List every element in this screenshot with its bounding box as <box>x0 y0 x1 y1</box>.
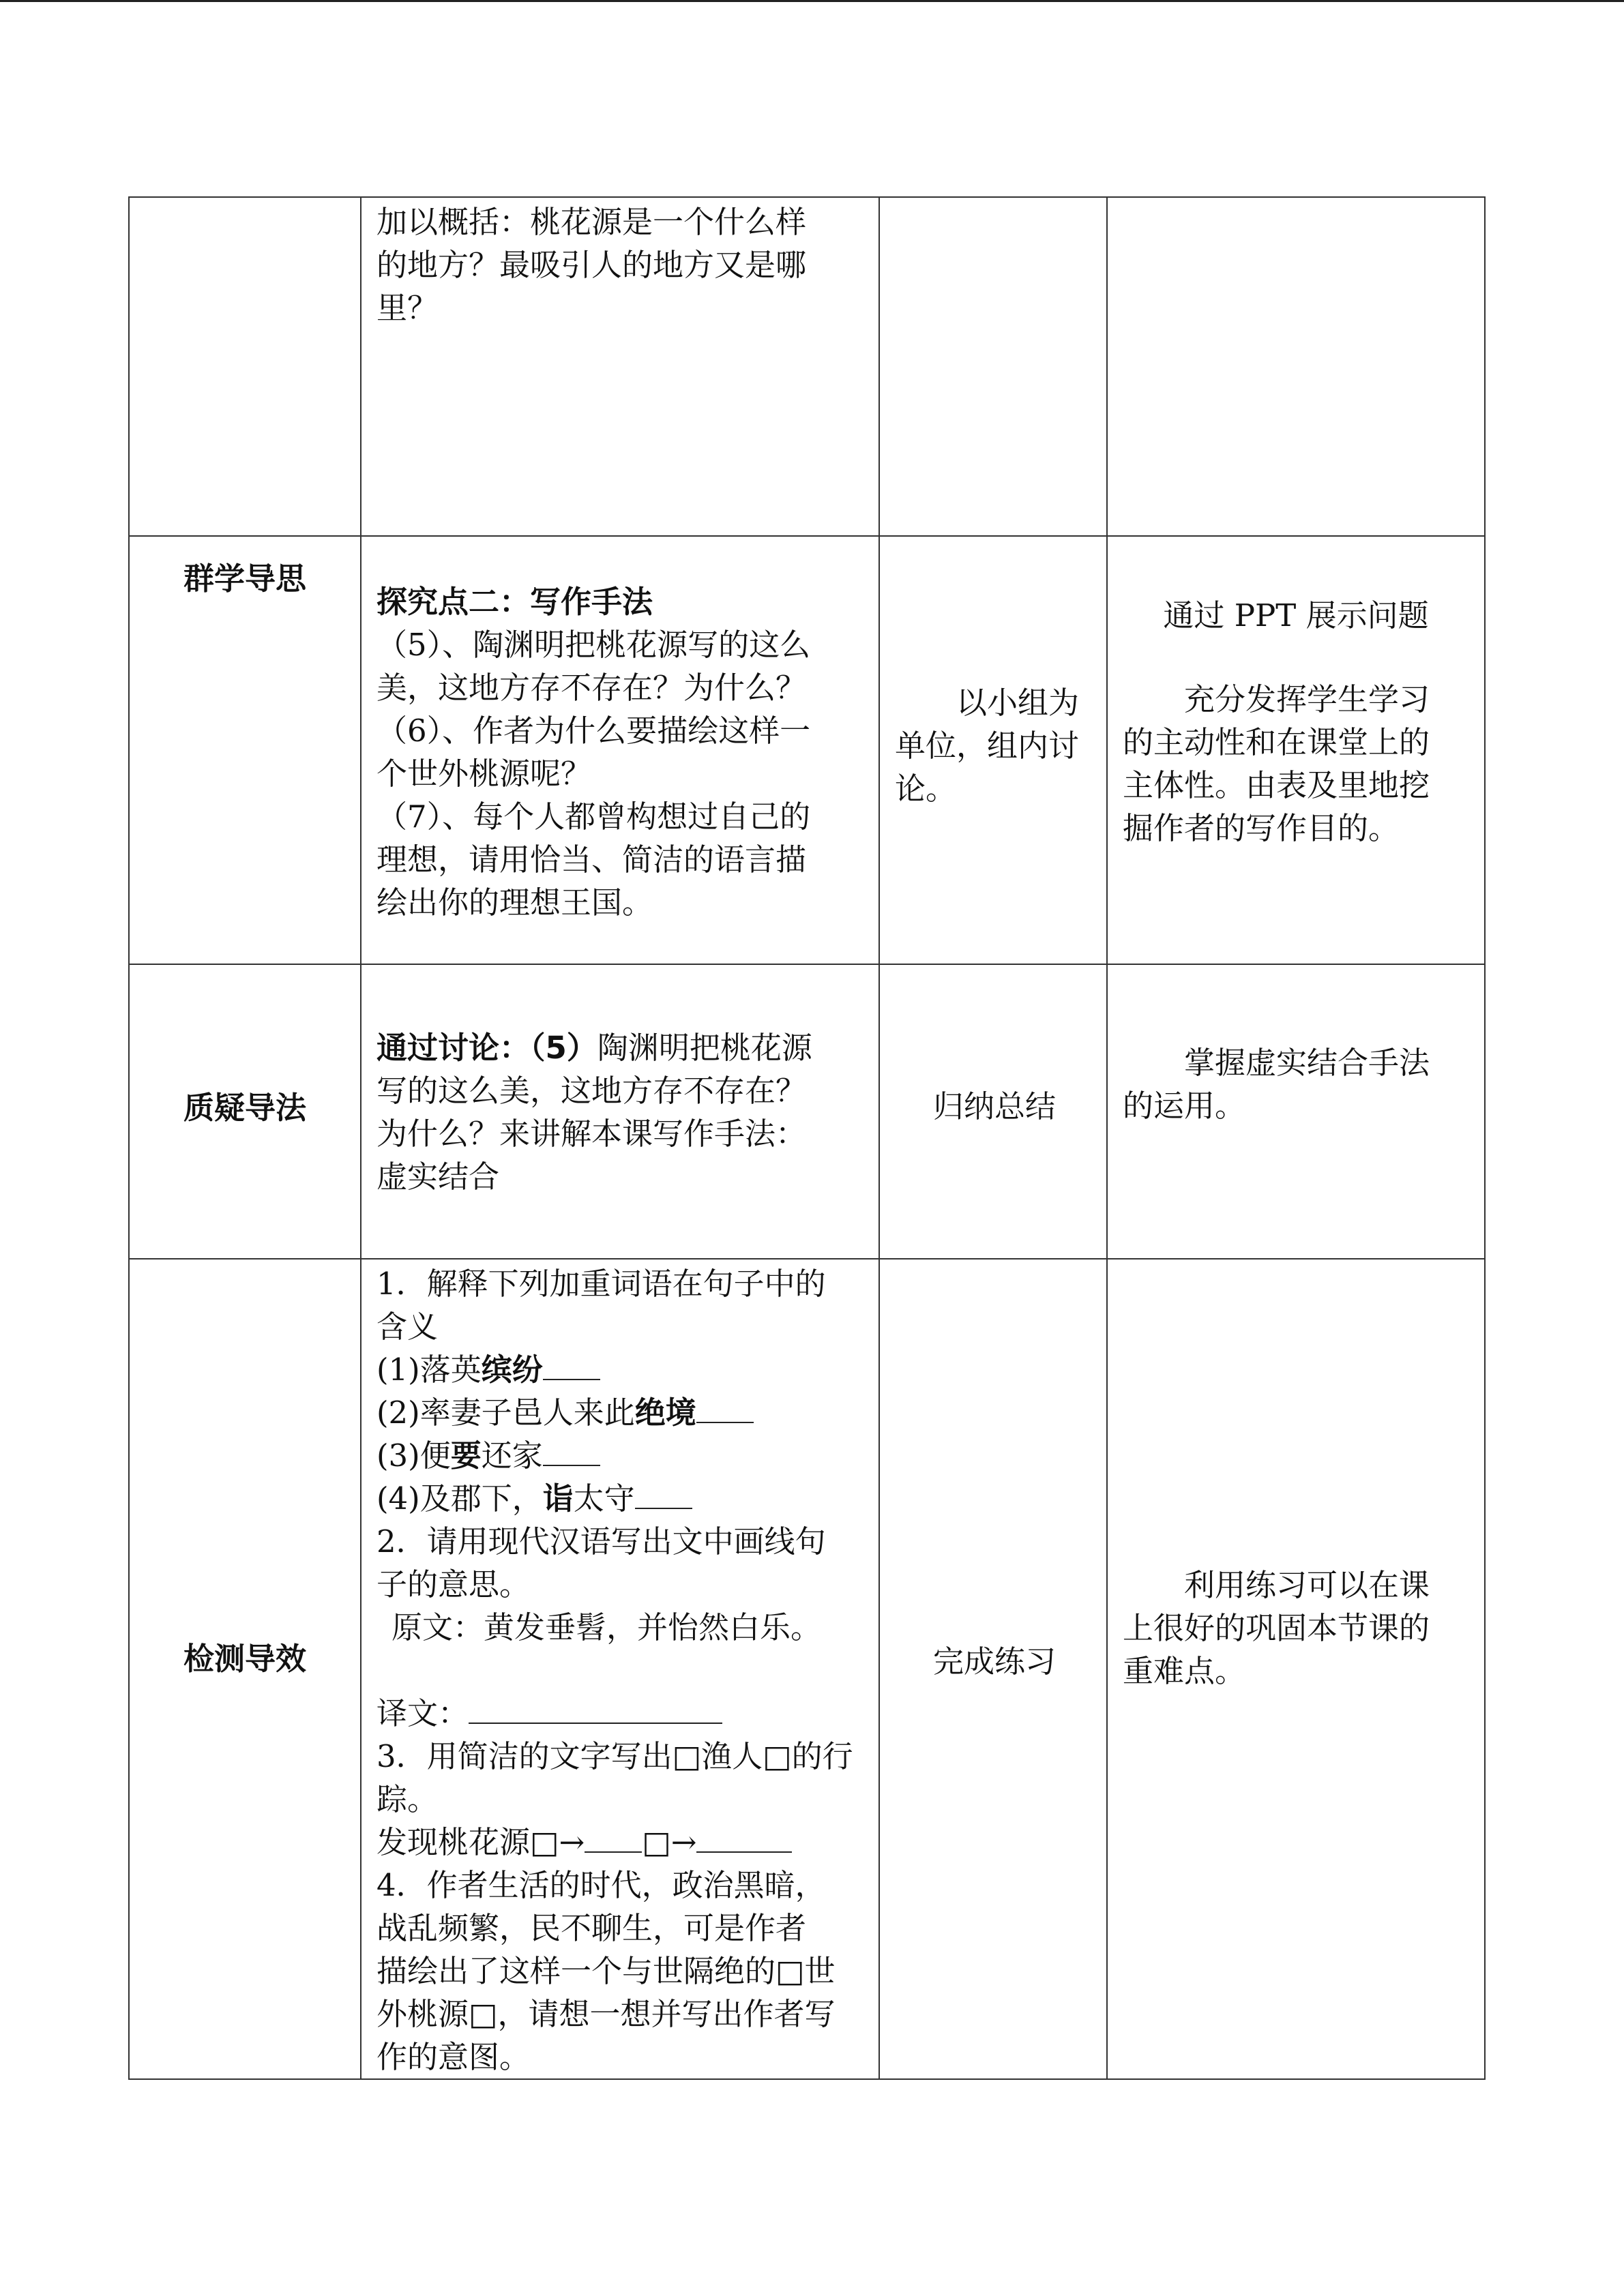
stage-label: 质疑导法 <box>183 1090 306 1126</box>
content-line: （6）、作者为什么要描绘这样一 <box>377 713 811 749</box>
content-line <box>377 1026 866 1069</box>
route-blank[interactable] <box>585 1824 642 1853</box>
content-line: 的地方？最吸引人的地方又是哪 <box>377 247 807 283</box>
content-line: 加以概括：桃花源是一个什么样 <box>377 204 807 240</box>
item-text: 太守 <box>573 1480 635 1517</box>
activity-cell <box>879 1259 1107 2079</box>
question-line: 1．解释下列加重词语在句子中的 <box>377 1266 826 1302</box>
activity-cell <box>879 964 1107 1259</box>
question-line: 2．请用现代汉语写出文中画线句 <box>377 1523 826 1560</box>
question-line: 描绘出了这样一个与世隔绝的□世 <box>377 1953 836 1989</box>
item-text: (1)落英 <box>377 1352 482 1388</box>
stage-cell <box>129 964 361 1259</box>
page-top-border <box>0 0 1624 2</box>
content-cell <box>361 197 879 536</box>
activity-line: 完成练习 <box>932 1643 1056 1680</box>
question-item <box>377 1391 866 1434</box>
content-line: 个世外桃源呢？ <box>377 756 592 792</box>
item-keyword: 诣 <box>542 1480 574 1517</box>
content-cell <box>361 964 879 1259</box>
activity-line: 论。 <box>895 771 957 807</box>
table-row <box>129 536 1485 964</box>
stage-label: 检测导效 <box>183 1641 306 1677</box>
content-cell <box>361 1259 879 2079</box>
content-line: 理想，请用恰当、简洁的语言描 <box>377 841 807 878</box>
question-line: 含义 <box>377 1309 439 1345</box>
answer-blank[interactable] <box>543 1352 600 1380</box>
stage-label: 群学导思 <box>183 561 306 597</box>
translation-line <box>377 1692 866 1735</box>
empty-line <box>377 1649 866 1692</box>
content-line: 绘出你的理想王国。 <box>377 884 653 921</box>
activity-cell <box>879 536 1107 964</box>
content-line: 写的这么美，这地方存不存在？ <box>377 1073 807 1109</box>
translation-blank[interactable] <box>469 1695 722 1724</box>
activity-line: 以小组为 <box>956 685 1080 721</box>
route-start: 发现桃花源□→ <box>377 1824 585 1860</box>
intent-cell <box>1107 197 1485 536</box>
intent-line: 的主动性和在课堂上的 <box>1123 724 1430 760</box>
answer-blank[interactable] <box>543 1437 600 1466</box>
question-line: 作的意图。 <box>377 2039 531 2075</box>
stage-cell <box>129 1259 361 2079</box>
content-line: 美，这地方存不存在？为什么？ <box>377 670 807 706</box>
item-text: 还家 <box>481 1437 543 1474</box>
question-line: 踪。 <box>377 1781 439 1817</box>
intent-cell <box>1107 964 1485 1259</box>
question-item <box>377 1348 866 1391</box>
section-heading: 探究点二：写作手法 <box>377 584 653 620</box>
intent-line: 掌握虚实结合手法 <box>1184 1045 1430 1081</box>
item-keyword: 缤纷 <box>481 1352 543 1388</box>
stage-cell <box>129 536 361 964</box>
table-row <box>129 1259 1485 2079</box>
lead-bold: 通过讨论：（5） <box>377 1030 597 1066</box>
intent-line: 利用练习可以在课 <box>1184 1567 1430 1603</box>
table-row <box>129 964 1485 1259</box>
lead-rest: 陶渊明把桃花源 <box>597 1030 812 1066</box>
intent-line: 主体性。由表及里地挖 <box>1123 767 1430 803</box>
item-text: (4)及郡下， <box>377 1480 543 1517</box>
activity-cell <box>879 197 1107 536</box>
content-line: （7）、每个人都曾构想过自己的 <box>377 799 811 835</box>
question-item <box>377 1477 866 1520</box>
answer-blank[interactable] <box>696 1395 754 1423</box>
intent-line: 的运用。 <box>1123 1088 1246 1124</box>
activity-line: 归纳总结 <box>932 1088 1056 1124</box>
route-line <box>377 1821 866 1864</box>
intent-line: 上很好的巩固本节课的 <box>1123 1610 1430 1646</box>
answer-blank[interactable] <box>635 1480 692 1509</box>
content-cell <box>361 536 879 964</box>
intent-line: 掘作者的写作目的。 <box>1123 810 1400 846</box>
question-line: 外桃源□，请想一想并写出作者写 <box>377 1996 836 2032</box>
content-line: 里？ <box>377 290 439 326</box>
table-row <box>129 197 1485 536</box>
route-blank[interactable] <box>696 1824 792 1853</box>
intent-line: 充分发挥学生学习 <box>1184 681 1430 717</box>
item-text: (3)便 <box>377 1437 451 1474</box>
question-line: 4．作者生活的时代，政治黑暗， <box>377 1867 826 1903</box>
content-line: 为什么？来讲解本课写作手法： <box>377 1116 807 1152</box>
intent-line: 重难点。 <box>1123 1653 1246 1689</box>
intent-cell <box>1107 1259 1485 2079</box>
intent-title: 通过 PPT 展示问题 <box>1163 597 1429 633</box>
route-mid: □→ <box>642 1824 697 1860</box>
translation-label: 译文： <box>377 1695 469 1731</box>
question-item <box>377 1434 866 1477</box>
content-line: （5）、陶渊明把桃花源写的这么 <box>377 627 811 663</box>
item-keyword: 绝境 <box>634 1395 696 1431</box>
question-line: 战乱频繁，民不聊生，可是作者 <box>377 1910 807 1946</box>
original-text: 原文：黄发垂髫，并怡然白乐。 <box>392 1609 822 1645</box>
content-line: 虚实结合 <box>377 1159 500 1195</box>
item-keyword: 要 <box>450 1437 482 1474</box>
stage-cell <box>129 197 361 536</box>
question-line: 3．用简洁的文字写出□渔人□的行 <box>377 1738 853 1774</box>
item-text: (2)率妻子邑人来此 <box>377 1395 635 1431</box>
lesson-plan-table <box>128 196 1486 2080</box>
activity-line: 单位，组内讨 <box>895 728 1080 764</box>
intent-cell <box>1107 536 1485 964</box>
question-line: 子的意思。 <box>377 1566 531 1602</box>
